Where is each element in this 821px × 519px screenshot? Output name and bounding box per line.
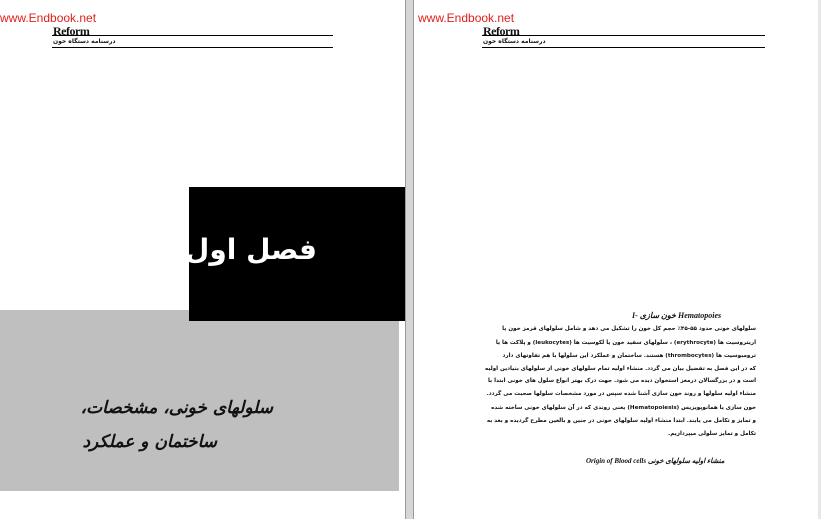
document-page-left xyxy=(0,0,406,519)
paragraph-line: که در این فصل به تفضیل بیان می گردد. منشاء اولیه تمام سلولهای خونی از سلولهای بنیادین اولیه xyxy=(484,366,756,372)
header-subtitle: درسنامه دستگاه خون xyxy=(53,38,116,45)
publisher-logo: Reform xyxy=(53,24,90,38)
watermark-text: www.Endbook.net xyxy=(0,11,97,25)
paragraph-line: ترومبوسیت ها (thrombocytes) هستند. ساختمان و عملکرد این سلولها با هم تفاوتهای دارد xyxy=(502,353,756,359)
paragraph-line: خون سازی یا همانوپویزیس (Hematopoiesis) یعنی روندی که در آن سلولهای خونی ساخته شده xyxy=(491,405,756,411)
section-title: I- خون سازی Hematopoies xyxy=(632,311,722,320)
document-page-right xyxy=(413,0,821,519)
paragraph-line: و تمایز و تکامل می یابند. ابتدا منشاء اولیه سلولهای خونی در جنین و بالغین مطرح گردیده و بعد به xyxy=(486,418,756,424)
chapter-title-line-2: ساختمان و عملکرد xyxy=(82,432,217,452)
paragraph-line: منشاء اولیه سلولها و روند خون سازی آشنا شده سپس در مورد مشخصات سلولها صحبت می گردد. xyxy=(486,391,756,397)
paragraph-line: سلولهای خونی حدود ۵۵-۴۵٪ حجم کل خون را تشکیل می دهد و شامل سلولهای قرمز خون یا xyxy=(502,326,756,332)
paragraph-line: اریتروسیت ها (erythrocyte) ، سلولهای سفید خون یا لکوسیت ها (leukocytes) و پلاکت ها یا xyxy=(495,340,756,346)
paragraph-line: است و در بزرگسالان درمغز استخوان دیده می شود. جهت درک بهتر انواع سلول های خونی ابتدا با xyxy=(487,378,756,384)
header-rule-bottom xyxy=(482,47,765,48)
header-subtitle: درسنامه دستگاه خون xyxy=(483,38,546,45)
header-rule-top xyxy=(52,35,333,36)
header-rule-top xyxy=(482,35,765,36)
header-rule-bottom xyxy=(52,47,333,48)
paragraph-line: تکامل و تمایز سلولی میپردازیم. xyxy=(668,431,756,437)
watermark-text: www.Endbook.net xyxy=(418,11,515,25)
chapter-label: فصل اول xyxy=(185,233,317,266)
publisher-logo: Reform xyxy=(483,24,520,38)
chapter-title-line-1: سلولهای خونی، مشخصات، xyxy=(80,398,273,418)
subheading: Origin of Blood cells منشاء اولیه سلولهای خونی xyxy=(586,457,725,465)
